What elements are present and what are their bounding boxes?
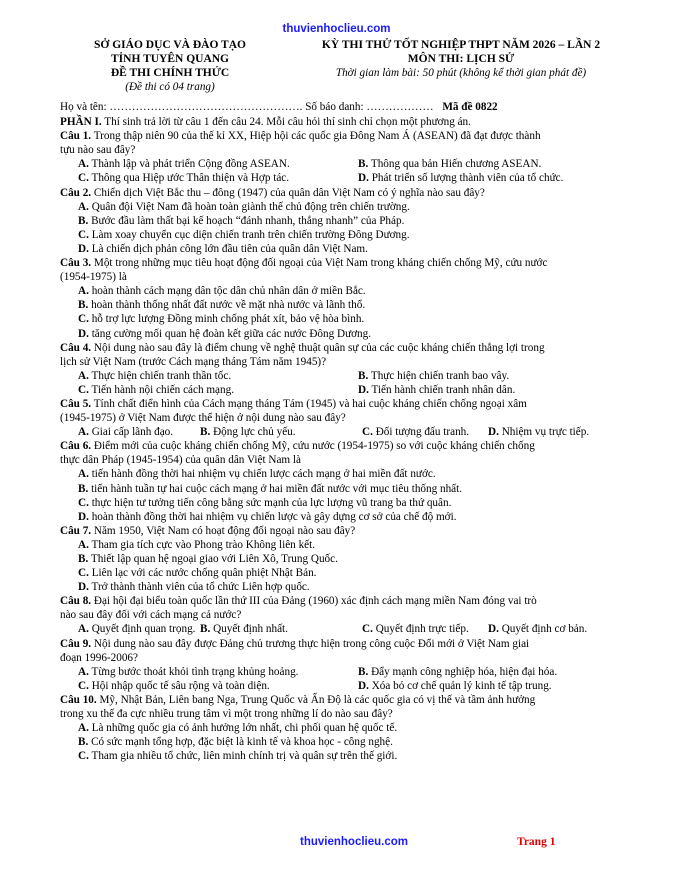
question-text: Nội dung nào sau đây được Đảng chủ trương thực hiện trong công cuộc Đổi mới ở Việt Nam giai xyxy=(93,637,530,650)
question-label: Câu 3. xyxy=(60,257,92,270)
exam-code: Mã đề 0822 xyxy=(442,101,498,113)
question-label: Câu 6. xyxy=(60,440,92,453)
option-d[interactable]: D. Xóa bỏ cơ chế quản lý kinh tế tập trung. xyxy=(358,679,552,692)
page-number: Trang 1 xyxy=(517,836,556,848)
question-text-cont: đoạn 1996-2006? xyxy=(60,651,138,664)
candidate-info xyxy=(60,100,635,114)
option-c[interactable]: C. Hội nhập quốc tế sâu rộng và toàn diện. xyxy=(78,679,270,692)
option-a[interactable]: A. Từng bước thoát khỏi tình trạng khủng hoảng. xyxy=(78,665,299,678)
option-b[interactable]: B. Quyết định nhất. xyxy=(200,623,288,636)
question-text-cont: (1954-1975) là xyxy=(60,271,127,284)
question-label: Câu 2. xyxy=(60,186,92,199)
option-b[interactable]: B. Bước đầu làm thất bại kế hoạch “đánh nhanh, thắng nhanh” của Pháp. xyxy=(78,214,405,227)
question-text-cont: thực dân Pháp (1945-1954) của quân dân Việt Nam là xyxy=(60,454,301,467)
question-label: Câu 4. xyxy=(60,341,92,354)
option-d[interactable]: D. Quyết định cơ bản. xyxy=(488,623,588,636)
question-label: Câu 9. xyxy=(60,637,92,650)
question-label: Câu 5. xyxy=(60,397,92,410)
option-a[interactable]: A. Quyết định quan trọng. xyxy=(78,623,196,636)
part-instruction xyxy=(60,115,635,129)
question-text: Tính chất điển hình của Cách mạng tháng Tám (1945) và hai cuộc kháng chiến chống ngoại xâm xyxy=(93,397,527,410)
option-b[interactable]: B. Đẩy mạnh công nghiệp hóa, hiện đại hóa. xyxy=(358,665,558,678)
question-text: Một trong những mục tiêu hoạt động đối ngoại của Việt Nam trong kháng chiến chống Mỹ, cứu nước xyxy=(93,257,548,270)
option-a[interactable]: A. Thực hiện chiến tranh thần tốc. xyxy=(78,369,232,382)
option-b[interactable]: B. Thực hiện chiến tranh bao vây. xyxy=(358,369,510,382)
subject-title: MÔN THI: LỊCH SỬ xyxy=(407,53,515,65)
question-text-cont: trong xu thế đa cực nhiều trung tâm vì một trong những lí do nào sau đây? xyxy=(60,708,393,721)
question-3 xyxy=(60,256,635,341)
option-c[interactable]: C. Tiến hành nội chiến cách mạng. xyxy=(78,383,235,396)
option-d[interactable]: D. Trở thành thành viên của tổ chức Liên hợp quốc. xyxy=(78,581,310,594)
header-left xyxy=(75,38,265,94)
part-text: Thí sinh trả lời từ câu 1 đến câu 24. Mỗi câu hỏi thí sinh chỉ chọn một phương án. xyxy=(104,116,471,129)
question-text-cont: nào sau đây đối với cách mạng cả nước? xyxy=(60,609,242,622)
option-a[interactable]: A. Tham gia tích cực vào Phong trào Không liên kết. xyxy=(78,538,316,551)
question-label: Câu 10. xyxy=(60,693,97,706)
option-c[interactable]: C. Đối tượng đấu tranh. xyxy=(362,426,470,439)
option-c[interactable]: C. Làm xoay chuyển cục diện chiến tranh trên chiến trường Đông Dương. xyxy=(78,228,410,241)
page-count-note: (Đề thi có 04 trang) xyxy=(125,81,215,93)
option-b[interactable]: B. Thiết lập quan hệ ngoại giao với Liên Xô, Trung Quốc. xyxy=(78,553,338,565)
option-d[interactable]: D. Là chiến dịch phản công lớn đầu tiên của quân dân Việt Nam. xyxy=(78,242,368,255)
question-text: Điểm mới của cuộc kháng chiến chống Mỹ, cứu nước (1954-1975) so với cuộc kháng chiến chống xyxy=(93,440,535,453)
question-text: Trong thập niên 90 của thế kỉ XX, Hiệp hội các quốc gia Đông Nam Á (ASEAN) đã đạt được thành xyxy=(93,130,541,143)
question-text-cont: (1945-1975) ở Việt Nam được thể hiện ở nội dung nào sau đây? xyxy=(60,412,346,425)
question-4 xyxy=(60,341,635,397)
option-c[interactable]: C. Liên lạc với các nước chống quân phiệt Nhật Bản. xyxy=(78,567,317,580)
option-d[interactable]: D. Tiến hành chiến tranh nhân dân. xyxy=(358,383,516,396)
option-a[interactable]: A. tiến hành đồng thời hai nhiệm vụ chiến lược cách mạng ở hai miền đất nước. xyxy=(78,468,436,481)
province-name: TỈNH TUYÊN QUANG xyxy=(111,53,229,65)
question-5 xyxy=(60,397,635,439)
question-text-cont: tựu nào sau đây? xyxy=(60,144,136,157)
question-8 xyxy=(60,594,635,636)
option-c[interactable]: C. thực hiện tư tưởng tiến công bằng sức mạnh của lực lượng vũ trang ba thứ quân. xyxy=(78,496,452,509)
option-c[interactable]: C. hỗ trợ lực lượng Đồng minh chống phát xít, bảo vệ hòa bình. xyxy=(78,313,365,326)
candidate-number-field: Số báo danh: ……………… xyxy=(305,101,434,113)
question-7 xyxy=(60,524,635,594)
option-d[interactable]: D. Nhiệm vụ trực tiếp. xyxy=(488,426,590,439)
question-text-cont: lịch sử Việt Nam (trước Cách mạng tháng Tám năm 1945)? xyxy=(60,355,327,368)
question-1 xyxy=(60,129,635,185)
option-b[interactable]: B. tiến hành tuần tự hai cuộc cách mạng ở hai miền đất nước với mục tiêu thống nhất. xyxy=(78,482,463,495)
exam-title: KỲ THI THỬ TỐT NGHIỆP THPT NĂM 2026 – LẦN 2 xyxy=(321,39,601,51)
option-b[interactable]: B. Động lực chủ yếu. xyxy=(200,426,296,439)
question-text: Chiến dịch Việt Bắc thu – đông (1947) của quân dân Việt Nam có ý nghĩa nào sau đây? xyxy=(93,186,485,199)
option-b[interactable]: B. Thông qua bản Hiến chương ASEAN. xyxy=(358,158,542,171)
exam-content xyxy=(60,100,635,763)
question-label: Câu 8. xyxy=(60,595,92,608)
question-6 xyxy=(60,439,635,524)
option-a[interactable]: A. Quân đội Việt Nam đã hoàn toàn giành thế chủ động trên chiến trường. xyxy=(78,200,410,213)
option-a[interactable]: A. hoàn thành cách mạng dân tộc dân chủ nhân dân ở miền Bắc. xyxy=(78,285,366,298)
question-10 xyxy=(60,693,635,763)
question-text: Đại hội đại biểu toàn quốc lần thứ III của Đảng (1960) xác định cách mạng miền Nam đóng vai trò xyxy=(93,595,537,608)
option-a[interactable]: A. Thành lập và phát triển Cộng đồng ASEAN. xyxy=(78,158,290,171)
option-d[interactable]: D. tăng cường mối quan hệ đoàn kết giữa các nước Đông Dương. xyxy=(78,327,372,340)
question-text: Mỹ, Nhật Bản, Liên bang Nga, Trung Quốc và Ấn Độ là các quốc gia có vị thế và tầm ảnh hưởng xyxy=(99,693,536,706)
option-c[interactable]: C. Quyết định trực tiếp. xyxy=(362,623,469,636)
question-9 xyxy=(60,637,635,693)
option-b[interactable]: B. hoàn thành thống nhất đất nước về mặt nhà nước và lãnh thổ. xyxy=(78,299,366,312)
option-d[interactable]: D. Phát triển số lượng thành viên của tổ chức. xyxy=(358,172,564,185)
option-d[interactable]: D. hoàn thành đồng thời hai nhiệm vụ chiến lược và gây dựng cơ sở của chế độ mới. xyxy=(78,510,457,523)
time-note: Thời gian làm bài: 50 phút (không kể thời gian phát đề) xyxy=(335,67,587,79)
option-c[interactable]: C. Thông qua Hiệp ước Thân thiện và Hợp tác. xyxy=(78,172,290,185)
option-c[interactable]: C. Tham gia nhiều tổ chức, liên minh chính trị và quân sự trên thế giới. xyxy=(78,750,398,763)
header-right xyxy=(292,38,630,80)
question-label: Câu 7. xyxy=(60,524,92,537)
department-name: SỞ GIÁO DỤC VÀ ĐÀO TẠO xyxy=(94,39,246,51)
site-watermark-top: thuvienhoclieu.com xyxy=(282,23,391,35)
option-a[interactable]: A. Giai cấp lãnh đạo. xyxy=(78,426,174,439)
question-2 xyxy=(60,186,635,256)
option-a[interactable]: A. Là những quốc gia có ảnh hưởng lớn nhất, chi phối quan hệ quốc tế. xyxy=(78,722,398,735)
question-label: Câu 1. xyxy=(60,130,92,143)
official-label: ĐỀ THI CHÍNH THỨC xyxy=(110,67,230,79)
question-text: Nội dung nào sau đây là điểm chung về nghệ thuật quân sự của các cuộc kháng chiến thắng lợi trong xyxy=(93,341,545,354)
candidate-name-field: Họ và tên: ……………………………………………. xyxy=(60,101,303,113)
question-text: Năm 1950, Việt Nam có hoạt động đối ngoại nào sau đây? xyxy=(93,524,356,537)
part-label: PHẦN I. xyxy=(60,116,102,129)
option-b[interactable]: B. Có sức mạnh tổng hợp, đặc biệt là kinh tế và khoa học - công nghệ. xyxy=(78,736,393,749)
site-watermark-bottom: thuvienhoclieu.com xyxy=(300,836,408,848)
